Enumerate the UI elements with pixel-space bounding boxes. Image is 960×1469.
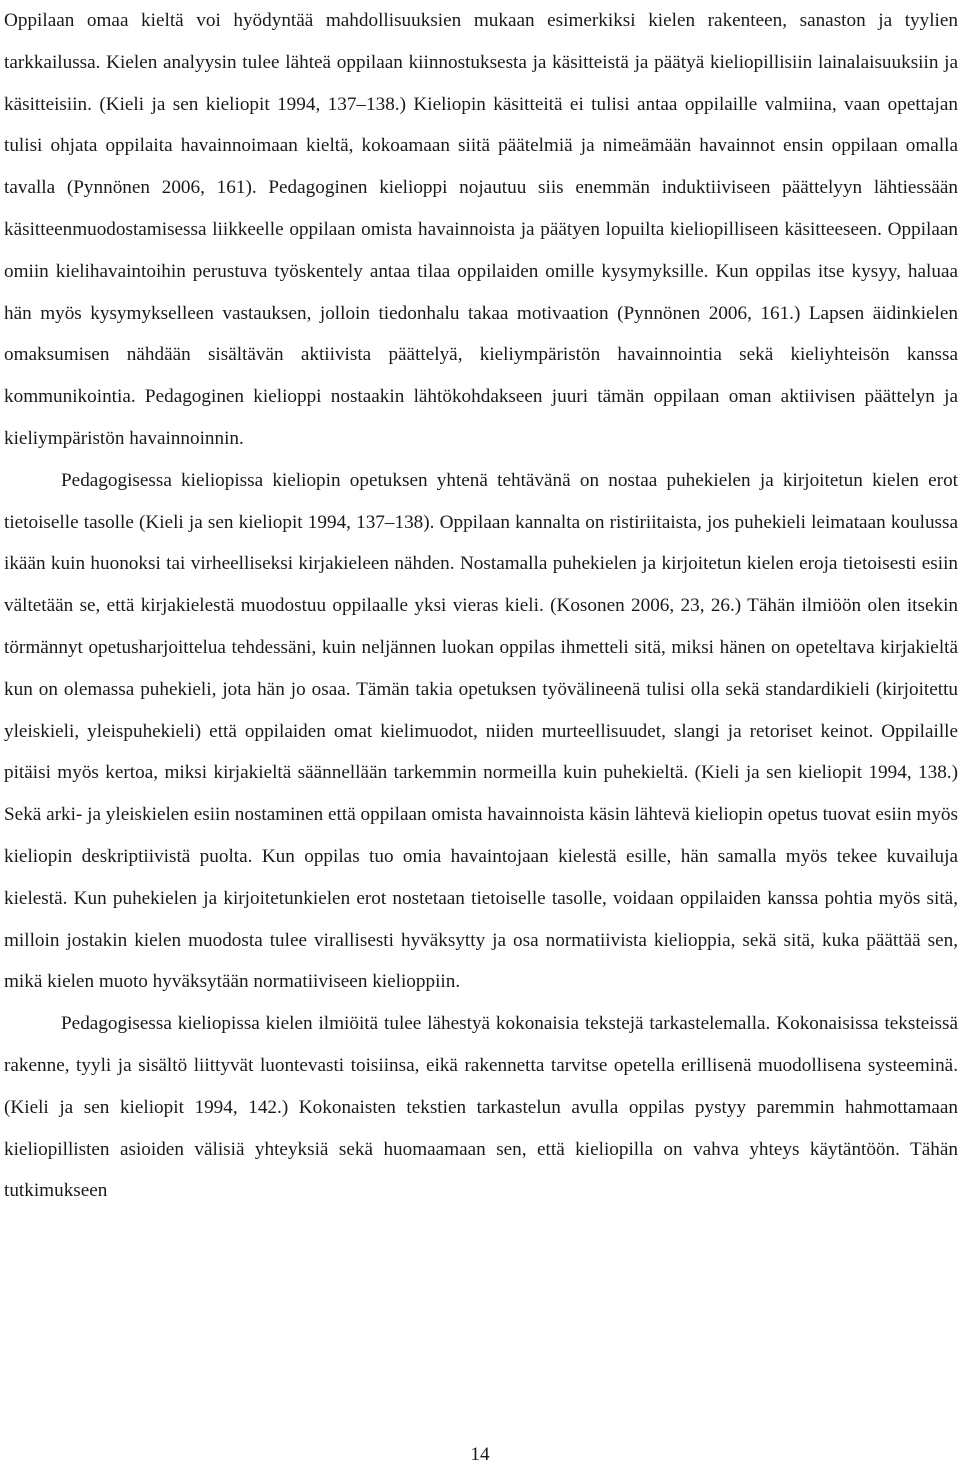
paragraph-1: Oppilaan omaa kieltä voi hyödyntää mahdollisuuksien mukaan esimerkiksi kielen rakenteen, sanaston ja tyylien tarkkailussa. Kielen analyysin tulee lähteä oppilaan kiinnostuksesta ja käsitteistä ja päätyä kieliopillisiin lainalaisuuksiin ja käsitteisiin. (Kieli ja sen kieliopit 1994, 137–138.) Kieliopin käsitteitä ei tulisi antaa oppilaille valmiina, vaan opettajan tulisi ohjata oppilaita havainnoimaan kieltä, kokoamaan siitä päätelmiä ja nimeämään havainnot ensin oppilaan omalla tavalla (Pynnönen 2006, 161). Pedagoginen kielioppi nojautuu siis enemmän induktiiviseen päättelyyn lähtiessään käsitteenmuodostamisessa liikkeelle oppilaan omista havainnoista ja päätyen lopuilta kieliopilliseen käsitteeseen. Oppilaan omiin kielihavaintoihin perustuva työskentely antaa tilaa oppilaiden omille kysymyksille. Kun oppilas itse kysyy, haluaa hän myös kysymykselleen vastauksen, jolloin tiedonhalu takaa motivaation (Pynnönen 2006, 161.) Lapsen äidinkielen omaksumisen nähdään sisältävän aktiivista päättelyä, kieliympäristön havainnointia sekä kieliyhteisön kanssa kommunikointia. Pedagoginen kielioppi nostaakin lähtökohdakseen juuri tämän oppilaan oman aktiivisen päättelyn ja kieliympäristön havainnoinnin.	[4, 10, 958, 449]
paragraph-2: Pedagogisessa kieliopissa kieliopin opetuksen yhtenä tehtävänä on nostaa puhekielen ja kirjoitetun kielen erot tietoiselle tasolle (Kieli ja sen kieliopit 1994, 137–138). Oppilaan kannalta on ristiriitaista, jos puhekieli leimataan koulussa ikään kuin huonoksi tai virheelliseksi kirjakieleen nähden. Nostamalla puhekielen ja kirjoitetun kielen eroja tietoisesti esiin vältetään se, että kirjakielestä muodostuu oppilaalle yksi vieras kieli. (Kosonen 2006, 23, 26.) Tähän ilmiöön olen itsekin törmännyt opetusharjoittelua tehdessäni, kuin neljännen luokan oppilas ihmetteli sitä, miksi hänen on opeteltava kirjakieltä kun on olemassa puhekieli, jota hän jo osaa. Tämän takia opetuksen työvälineenä tulisi olla sekä standardikieli (kirjoitettu yleiskieli, yleispuhekieli) että oppilaiden omat kielimuodot, niiden murteellisuudet, slangi ja retoriset keinot. Oppilaille pitäisi myös kertoa, miksi kirjakieltä säännellään tarkemmin normeilla kuin puhekieltä. (Kieli ja sen kieliopit 1994, 138.) Sekä arki- ja yleiskielen esiin nostaminen että oppilaan omista havainnoista käsin lähtevä kieliopin opetus tuovat esiin myös kieliopin deskriptiivistä puolta. Kun oppilas tuo omia havaintojaan kielestä esille, hän samalla myös tekee kuvailuja kielestä. Kun puhekielen ja kirjoitetunkielen erot nostetaan tietoiselle tasolle, voidaan oppilaiden kanssa pohtia myös sitä, milloin jostakin kielen muodosta tulee virallisesti hyväksytty ja osa normatiivista kielioppia, sekä sitä, kuka päättää sen, mikä kielen muoto hyväksytään normatiiviseen kielioppiin.	[4, 469, 958, 993]
paragraph-3: Pedagogisessa kieliopissa kielen ilmiöitä tulee lähestyä kokonaisia tekstejä tarkastelemalla. Kokonaisissa teksteissä rakenne, tyyli ja sisältö liittyvät luontevasti toisiinsa, eikä rakennetta tarvitse opetella erillisenä muodollisena systeeminä. (Kieli ja sen kieliopit 1994, 142.) Kokonaisten tekstien tarkastelun avulla oppilas pystyy paremmin hahmottamaan kieliopillisten asioiden välisiä yhteyksiä sekä huomaamaan sen, että kieliopilla on vahva yhteys käytäntöön. Tähän tutkimukseen	[4, 1013, 958, 1202]
document-page	[4, 0, 958, 1212]
page-number: 14	[470, 1444, 490, 1465]
